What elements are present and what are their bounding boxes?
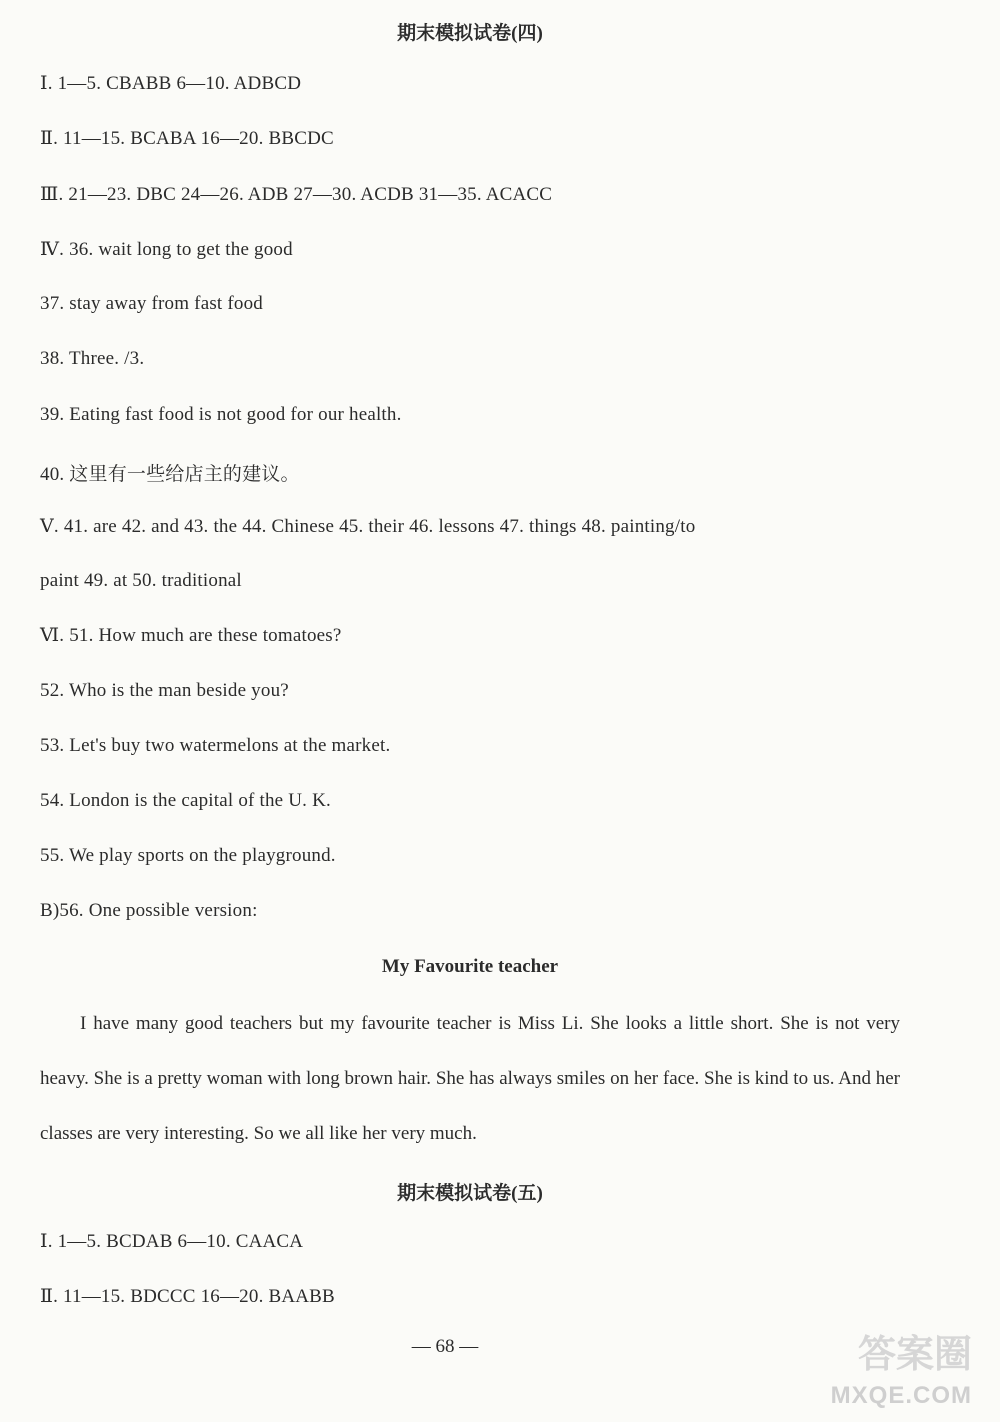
answer-line: 52. Who is the man beside you?: [40, 680, 289, 701]
answer-line: B)56. One possible version:: [40, 900, 258, 921]
answer-line: Ⅱ. 11—15. BCABA 16—20. BBCDC: [40, 128, 334, 149]
answer-line: Ⅰ. 1—5. CBABB 6—10. ADBCD: [40, 73, 302, 94]
page-number: — 68 —: [411, 1336, 479, 1357]
essay-title: My Favourite teacher: [381, 956, 559, 977]
exam-heading-4: 期末模拟试卷(四): [397, 23, 543, 44]
exam-heading-5: 期末模拟试卷(五): [397, 1183, 543, 1204]
watermark-top-text: 答案圈: [857, 1332, 972, 1376]
answer-line: 39. Eating fast food is not good for our health.: [40, 404, 402, 425]
answer-line: paint 49. at 50. traditional: [40, 570, 242, 591]
answer-line: Ⅱ. 11—15. BDCCC 16—20. BAABB: [40, 1286, 335, 1307]
answer-line: Ⅴ. 41. are 42. and 43. the 44. Chinese 45. their 46. lessons 47. things 48. painting/to: [40, 516, 696, 537]
answer-line: 37. stay away from fast food: [40, 293, 263, 314]
watermark-bottom-text: MXQE.COM: [830, 1382, 972, 1409]
essay-body: I have many good teachers but my favourite teacher is Miss Li. She looks a little short. She is not very heavy. She is a pretty woman with long brown hair. She has always smiles on her face. She is kind to us. And her classes are very interesting. So we all like her very much.: [40, 1013, 900, 1144]
answer-line: Ⅰ. 1—5. BCDAB 6—10. CAACA: [40, 1231, 304, 1252]
answer-line: 38. Three. /3.: [40, 348, 145, 369]
answer-line: Ⅳ. 36. wait long to get the good: [40, 239, 293, 260]
answer-line: 53. Let's buy two watermelons at the market.: [40, 735, 391, 756]
answer-line: 40. 这里有一些给店主的建议。: [40, 464, 300, 485]
answer-line: Ⅲ. 21—23. DBC 24—26. ADB 27—30. ACDB 31—35. ACACC: [40, 184, 553, 205]
answer-line: 54. London is the capital of the U. K.: [40, 790, 331, 811]
answer-line: Ⅵ. 51. How much are these tomatoes?: [40, 625, 342, 646]
answer-line: 55. We play sports on the playground.: [40, 845, 336, 866]
